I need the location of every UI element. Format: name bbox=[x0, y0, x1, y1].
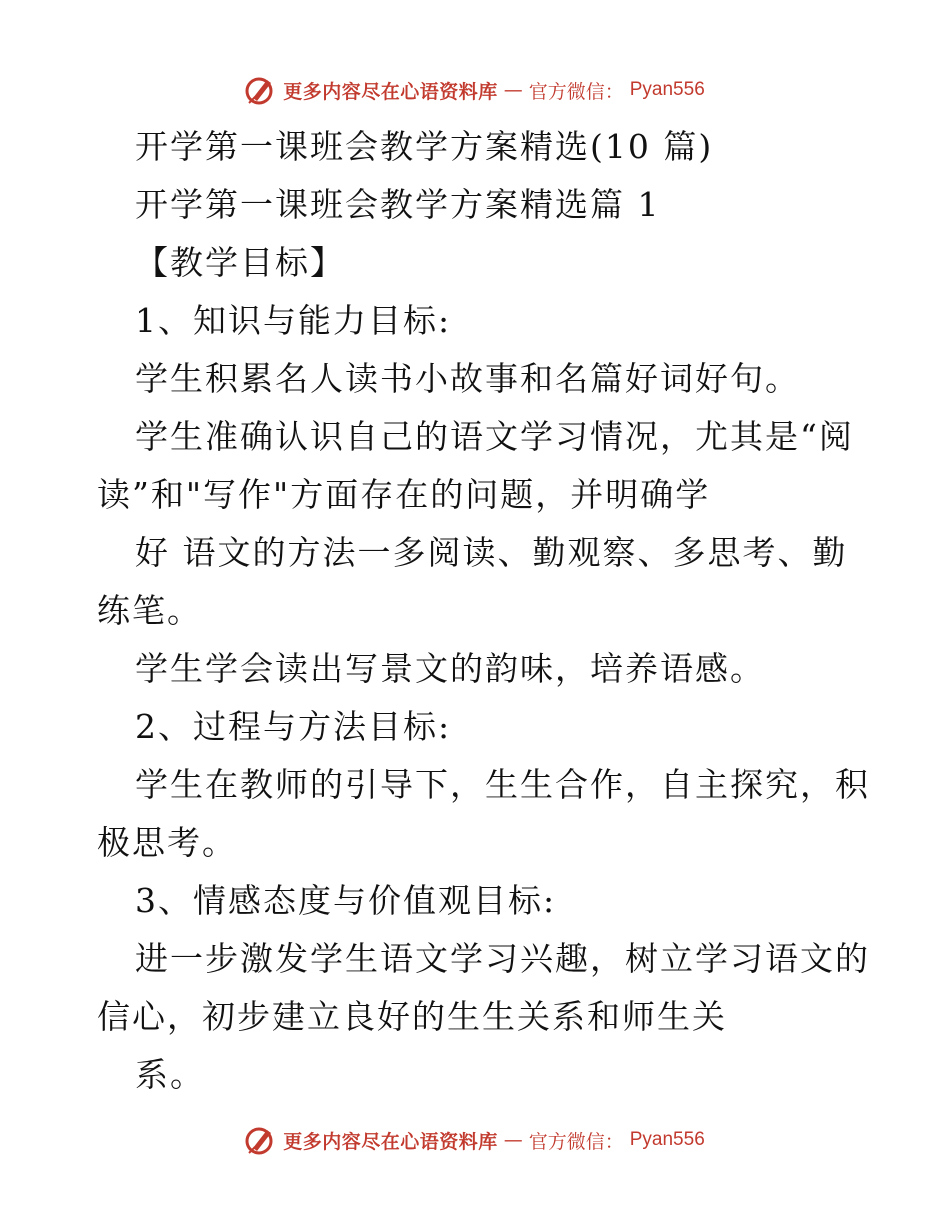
footer-banner bbox=[0, 1120, 950, 1160]
header-banner bbox=[0, 70, 950, 110]
banner-wechat-id: Pyan556 bbox=[629, 1129, 705, 1150]
text-line: 练笔。 bbox=[97, 591, 202, 630]
text-line: 信心，初步建立良好的生生关系和师生关 bbox=[97, 997, 727, 1036]
text-line: 学生学会读出写景文的韵味，培养语感。 bbox=[135, 649, 765, 688]
text-line: 学生准确认识自己的语文学习情况，尤其是“阅 bbox=[135, 417, 854, 456]
text-line: 学生积累名人读书小故事和名篇好词好句。 bbox=[135, 359, 800, 398]
text-line: 极思考。 bbox=[97, 823, 237, 862]
document-body bbox=[97, 118, 870, 1104]
text-line: 【教学目标】 bbox=[135, 243, 345, 282]
text-line: 开学第一课班会教学方案精选(10 篇) bbox=[135, 127, 714, 166]
text-line: 系。 bbox=[135, 1055, 205, 1094]
text-line: 好 语文的方法一多阅读、勤观察、多思考、勤 bbox=[135, 533, 848, 572]
banner-dash: — bbox=[503, 79, 523, 101]
banner-wechat-label: 官方微信： bbox=[528, 1130, 624, 1153]
text-line: 开学第一课班会教学方案精选篇 1 bbox=[135, 185, 661, 224]
text-line: 进一步激发学生语文学习兴趣，树立学习语文的 bbox=[135, 939, 870, 978]
banner-brand-text: 更多内容尽在心语资料库 bbox=[283, 1130, 498, 1153]
text-line: 2、过程与方法目标: bbox=[135, 707, 452, 746]
quill-logo-icon bbox=[245, 74, 277, 106]
text-line: 3、情感态度与价值观目标: bbox=[135, 881, 557, 920]
banner-wechat-label: 官方微信： bbox=[528, 80, 624, 103]
text-line: 1、知识与能力目标: bbox=[135, 301, 452, 340]
text-line: 学生在教师的引导下，生生合作，自主探究，积 bbox=[135, 765, 870, 804]
banner-wechat-id: Pyan556 bbox=[629, 79, 705, 100]
quill-logo-icon bbox=[245, 1124, 277, 1156]
banner-dash: — bbox=[503, 1129, 523, 1151]
text-line: 读”和"写作"方面存在的问题，并明确学 bbox=[97, 475, 711, 514]
banner-brand-text: 更多内容尽在心语资料库 bbox=[283, 80, 498, 103]
